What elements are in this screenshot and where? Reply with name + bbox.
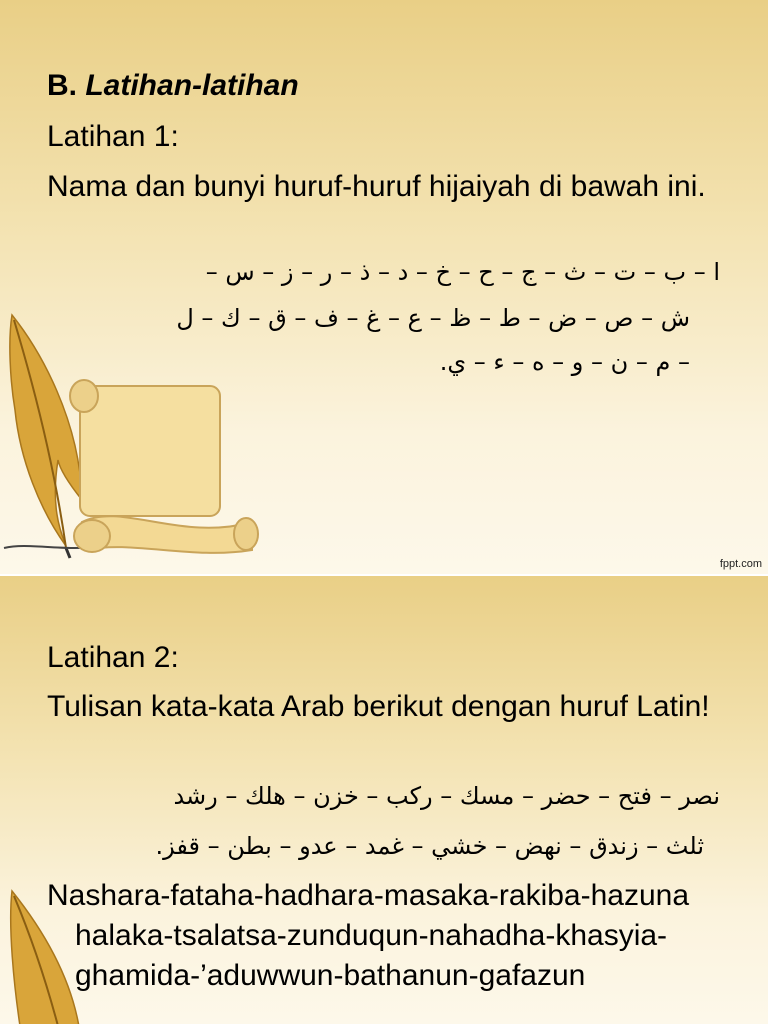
arabic-letters-line: ا – ب – ت – ث – ج – ح – خ – د – ذ – ر – ز – س –: [205, 258, 720, 286]
arabic-letters-line: – م – ن – و – ه – ء – ي.: [439, 348, 690, 376]
answer-text: Nashara-fataha-hadhara-masaka-rakiba-hazuna halaka-tsalatsa-zunduqun-nahadha-khasyia-ghamida-’aduwwun-bathanun-gafazun: [47, 879, 690, 992]
heading-prefix: B.: [47, 69, 77, 102]
credit-text: fppt.com: [719, 558, 762, 570]
arabic-letters-line: ش – ص – ض – ط – ظ – ع – غ – ف – ق – ك – ل: [176, 304, 690, 332]
heading-title: Latihan-latihan: [85, 69, 299, 102]
scroll-icon: [62, 372, 262, 562]
instruction-text: Nama dan bunyi huruf-huruf hijaiyah di bawah ini.: [47, 170, 706, 203]
slide-latihan-2: [0, 576, 768, 1024]
arabic-words-line: نصر – فتح – حضر – مسك – ركب – خزن – هلك – رشد: [173, 782, 720, 810]
exercise-label: Latihan 1:: [47, 120, 179, 153]
instruction-text: Tulisan kata-kata Arab berikut dengan huruf Latin!: [47, 690, 710, 723]
slide-heading: [47, 66, 299, 106]
arabic-words-line: ثلث – زندق – نهض – خشي – غمد – عدو – بطن – قفز.: [155, 832, 704, 860]
exercise-label: Latihan 2:: [47, 641, 179, 674]
